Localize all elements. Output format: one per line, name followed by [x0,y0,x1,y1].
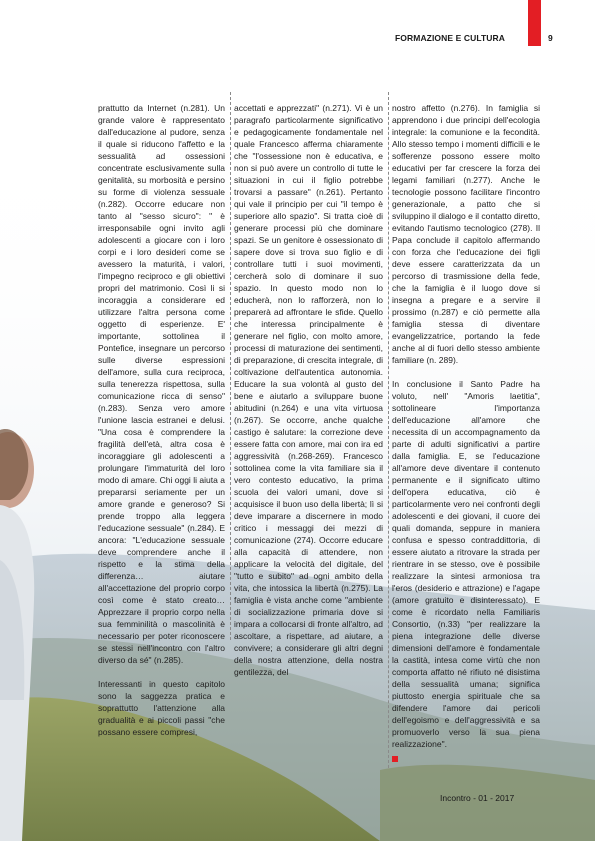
column-divider [388,92,389,768]
column-divider [230,92,231,640]
text-column-2 [234,102,383,678]
paragraph: Interessanti in questo capitolo sono la saggezza pratica e soprattutto l'attenzione alla gradualità e ai piccoli passi "che possano essere compresi, [98,679,225,737]
paragraph: In conclusione il Santo Padre ha voluto, nell' "Amoris laetitia", sottolineare l'importanza dell'educazione all'amore che necessita di un accompagnamento da parte di adulti significativi a partire dalla famiglia. E, se l'educazione all'amore deve diventare il contenuto permanente e il significato ultimo dell'opera educativa, ciò è particolarmente vero nei confronti degli adolescenti e dei giovani, il cuore dei quali domanda, seppure in maniera confusa e spesso contraddittoria, di essere aiutato a ritrovare la strada per rientrare in se stesso, ove è possibile realizzare la sintesi armoniosa tra l'eros (desiderio e attrazione) e l'agape (amore gratuito e disinteressato). E come è ricordato nella Familiaris Consortio, (n.33) "per realizzare la piena integrazione delle diverse dimensioni dell'amore è fondamentale la castità, intesa come virtù che non comporta affatto né rifiuto né disistima della sessualità umana; significa piuttosto energia spirituale che sa difendere l'amore dai pericoli dell'egoismo e dell'aggressività e sa promuoverlo verso la sua piena realizzazione". [392,379,540,749]
text-column-3 [392,102,540,765]
paragraph: nostro affetto (n.276). In famiglia si apprendono i due principi dell'ecologia integrale: la comunione e la fecondità. Allo stesso tempo i momenti difficili e le sofferenze possono essere molto educativi per far crescere la forza dei legami familiari (n.277). Anche le tecnologie possono facilitare l'incontro generazionale, a patto che si sviluppino il dialogo e il contatto diretto, evitando l'autismo tecnologico (278). Il Papa conclude il capitolo affermando con forza che l'educazione dei figli deve essere caratterizzata da un percorso di trasmissione della fede, che la famiglia è il luogo dove si insegna a pregare e a servire il prossimo (n.287) e ciò permette alla famiglia stessa di diventare evangelizzatrice, portando la fede anche al di fuori dello stesso ambiente familiare (n. 289). [392,103,540,365]
section-title: FORMAZIONE E CULTURA [395,33,505,43]
text-column-1 [98,102,225,738]
page-number: 9 [548,33,553,43]
end-of-article-mark [392,756,398,762]
page-header [380,30,580,46]
paragraph: prattutto da Internet (n.281). Un grande valore è rappresentato dall'educazione al pudore, senza il quale si riducono l'affetto e la sessualità ad ossessioni concentrate esclusivamente sulla genitalità, su morbosità e persino su forme di violenza sessuale (n.282). Occorre educare non tanto al "sesso sicuro": " è irresponsabile ogni invito agli adolescenti a giocare con i loro corpi e i loro desideri come se avessero la maturità, i valori, l'impegno reciproco e gli obiettivi propri del matrimonio. Così li si incoraggia a considerare ed utilizzare l'altra persona come oggetto di esperienze. E' importante, sottolinea il Pontefice, insegnare un percorso sulle diverse espressioni dell'amore, sulla cura reciproca, sulla tenerezza rispettosa, sulla comunicazione ricca di senso" (n.283). Senza vero amore l'unione lascia estranei e delusi. "Una cosa è comprendere la fragilità dell'età, altra cosa è incoraggiare gli adolescenti a prolungare l'immaturità del loro modo di amare. Chi oggi li aiuta a prepararsi seriamente per un amore grande e generoso? Si prende troppo alla leggera l'educazione sessuale" (n.284). E ancora: "L'educazione sessuale deve comprendere anche il rispetto e la stima della differenza… aiutare all'accettazione del proprio corpo così come è stato creato… Apprezzare il proprio corpo nella sua femminilità o mascolinità è necessario per poter riconoscere se stessi nell'incontro con l'altro diverso da sé" (n.285). [98,103,225,665]
footer-issue: Incontro - 01 - 2017 [440,793,515,803]
paragraph: accettati e apprezzati" (n.271). Vi è un paragrafo particolarmente significativo e pedagogicamente fondamentale nel quale Francesco afferma chiaramente che "l'ossessione non è educativa, e non si può avere un controllo di tutte le situazioni in cui il figlio potrebbe trovarsi a passare" (n.261). Pertanto qui vale il principio per cui "il tempo è superiore allo spazio". Si tratta cioè di generare processi più che dominare spazi. Se un genitore è ossessionato di sapere dove si trova suo figlio e di controllare tutti i suoi movimenti, cercherà solo di dominare il suo spazio. In questo modo non lo educherà, non lo rafforzerà, non lo preparerà ad affrontare le sfide. Quello che interessa principalmente è generare nel figlio, con molto amore, processi di maturazione dei sentimenti, di preparazione, di crescita integrale, di coltivazione dell'autentica autonomia. Educare la sua volontà al gusto del bene e aiutarlo a sviluppare buone abitudini (n.264) e una vita virtuosa (n.267). Se occorre, anche qualche castigo è salutare: la correzione deve essere fatta con amore, mai con ira ed aggressività (n.268-269). Francesco sottolinea come la vita familiare sia il vero contesto educativo, la prima scuola dei valori umani, dove si acquisisce il buon uso della libertà; lì si deve imparare a discernere in modo critico i messaggi dei mezzi di comunicazione (274). Occorre educare alla capacità di attendere, non applicare la velocità del digitale, del "tutto e subito" ad ogni ambito della vita, che intossica la libertà (n.275). La famiglia è vista anche come "ambiente di socializzazione primaria dove si impara a collocarsi di fronte all'altro, ad ascoltare, a rispettare, ad aiutare, a convivere; a considerare gli altri degni della nostra attenzione, della nostra gentilezza, del [234,103,383,677]
